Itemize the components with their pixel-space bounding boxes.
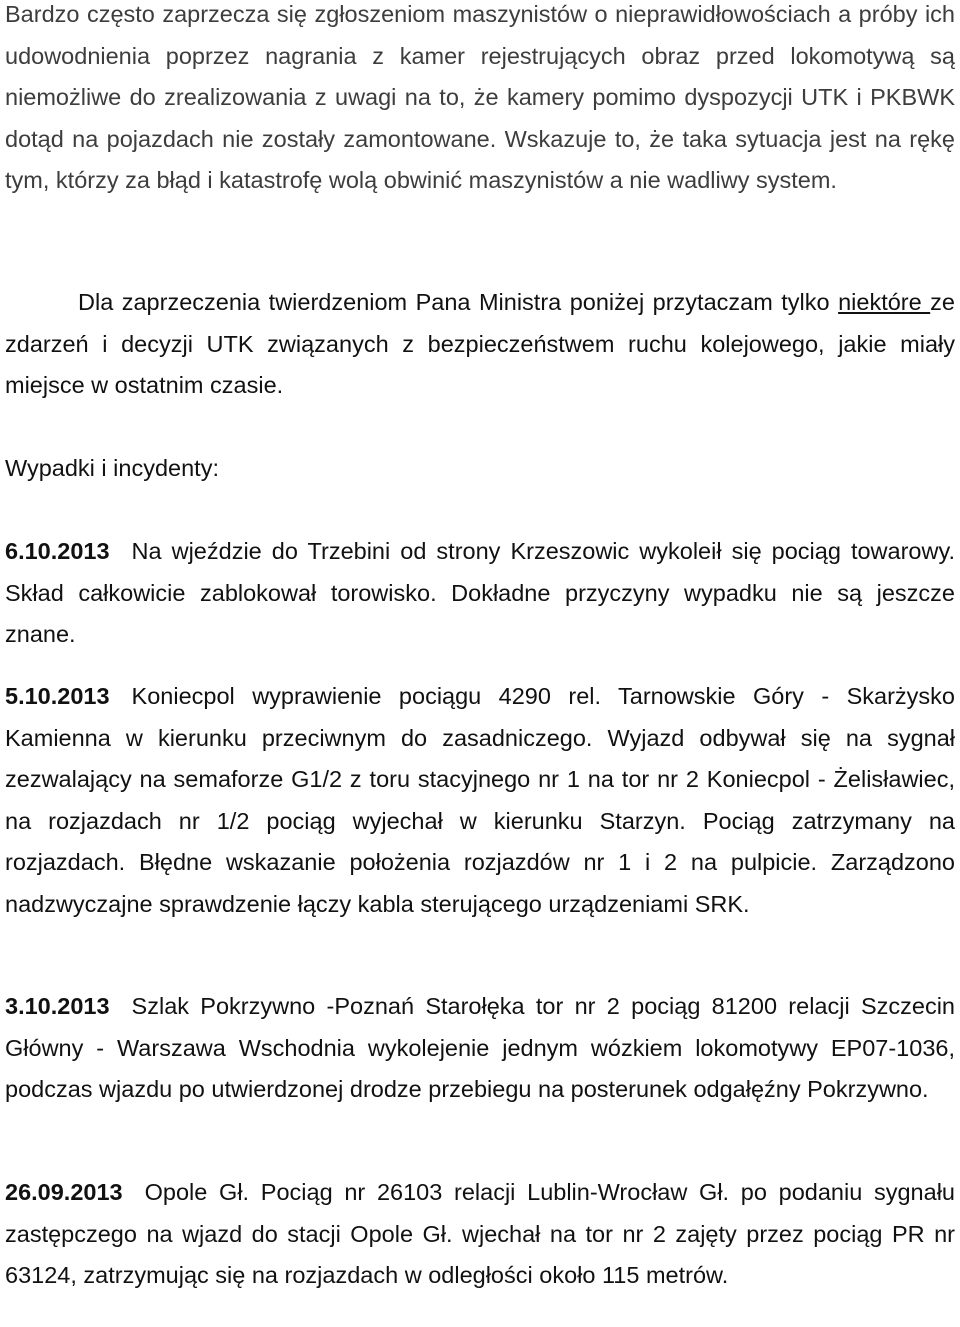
- incident-text: Opole Gł. Pociąg nr 26103 relacji Lublin-Wrocław Gł. po podaniu sygnału zastępczego na wjazd do stacji Opole Gł. wjechał na tor nr 2 zajęty przez pociąg PR nr 63124, zatrzymując się na rozjazdach w odległości około 115 metrów.: [5, 1179, 955, 1288]
- incident-date: 6.10.2013: [5, 538, 110, 564]
- intro-paragraph-1: Bardzo często zaprzecza się zgłoszeniom maszynistów o nieprawidłowościach a próby ich udowodnienia poprzez nagrania z kamer rejestrujących obraz przed lokomotywą są niemożliwe do zrealizowania z uwagi na to, że kamery pomimo dyspozycji UTK i PKBWK dotąd na pojazdach nie zostały zamontowane. Wskazuje to, że taka sytuacja jest na rękę tym, którzy za błąd i katastrofę wolą obwinić maszynistów a nie wadliwy system.: [5, 1, 955, 193]
- incident-date: 3.10.2013: [5, 993, 110, 1019]
- incident-text: Szlak Pokrzywno -Poznań Starołęka tor nr 2 pociąg 81200 relacji Szczecin Główny - Warszawa Wschodnia wykolejenie jednym wózkiem lokomotywy EP07-1036, podczas wjazdu po utwierdzonej drodze przebiegu na posterunek odgałęźny Pokrzywno.: [5, 993, 955, 1102]
- incident-text: Koniecpol wyprawienie pociągu 4290 rel. Tarnowskie Góry - Skarżysko Kamienna w kierunku przeciwnym do zasadniczego. Wyjazd odbywał się na sygnał zezwalający na semaforze G1/2 z toru stacyjnego nr 1 na tor nr 2 Koniecpol - Żelisławiec, na rozjazdach nr 1/2 pociąg wyjechał w kierunku Starzyn. Pociąg zatrzymany na rozjazdach. Błędne wskazanie położenia rozjazdów nr 1 i 2 na pulpicie. Zarządzono nadzwyczajne sprawdzenie łączy kabla sterującego urządzeniami SRK.: [5, 683, 955, 917]
- intro-paragraph-2-rest: ze zdarzeń i decyzji UTK związanych z bezpieczeństwem ruchu kolejowego, jakie miały miejsce w ostatnim czasie.: [5, 289, 955, 398]
- incident-date: 26.09.2013: [5, 1179, 123, 1205]
- incident-text: Na wjeździe do Trzebini od strony Krzeszowic wykoleił się pociąg towarowy. Skład całkowicie zablokował torowisko. Dokładne przyczyny wypadku nie są jeszcze znane.: [5, 538, 955, 647]
- incident-entry: [5, 531, 955, 656]
- incident-entry: [5, 1172, 955, 1297]
- incident-date: 5.10.2013: [5, 683, 110, 709]
- incident-entry: [5, 676, 955, 925]
- underlined-word: niektóre: [838, 289, 931, 315]
- intro-paragraph-2: [5, 282, 955, 407]
- incident-entry: [5, 986, 955, 1111]
- intro-paragraph-2-lead: Dla zaprzeczenia twierdzeniom Pana Ministra poniżej przytaczam tylko: [78, 289, 839, 315]
- section-heading: Wypadki i incydenty:: [5, 455, 219, 481]
